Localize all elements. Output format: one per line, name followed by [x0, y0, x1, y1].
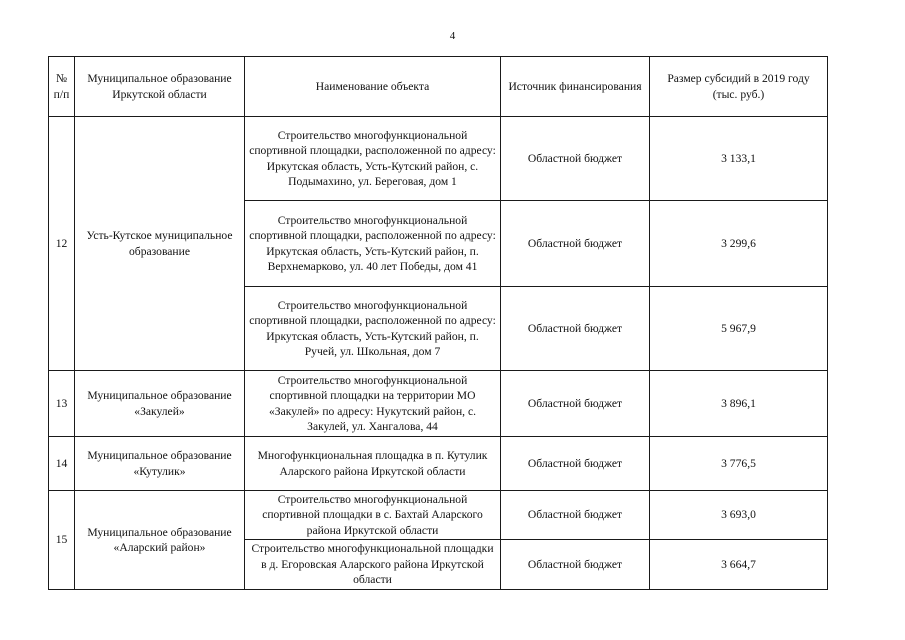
header-num: № п/п	[49, 57, 75, 117]
funding-source: Областной бюджет	[501, 437, 650, 491]
page-number: 4	[449, 30, 456, 42]
row-num: 12	[49, 117, 75, 371]
subsidy-amount: 3 896,1	[650, 371, 828, 437]
municipality-name: Муниципальное образование «Аларский район»	[75, 491, 245, 590]
table-row	[49, 371, 828, 437]
subsidy-amount: 3 664,7	[650, 540, 828, 590]
funding-source: Областной бюджет	[501, 287, 650, 371]
row-num: 14	[49, 437, 75, 491]
object-name: Многофункциональная площадка в п. Кутулик Аларского района Иркутской области	[245, 437, 501, 491]
object-name: Строительство многофункциональной спортивной площадки на территории МО «Закулей» по адресу: Нукутский район, с. Закулей, ул. Хангалова, 44	[245, 371, 501, 437]
object-name: Строительство многофункциональной спортивной площадки в с. Бахтай Аларского района Иркутской области	[245, 491, 501, 540]
funding-source: Областной бюджет	[501, 540, 650, 590]
municipality-name: Усть-Кутское муниципальное образование	[75, 117, 245, 371]
funding-source: Областной бюджет	[501, 201, 650, 287]
object-name: Строительство многофункциональной площадки в д. Егоровская Аларского района Иркутской области	[245, 540, 501, 590]
subsidy-amount: 3 299,6	[650, 201, 828, 287]
header-source: Источник финансирования	[501, 57, 650, 117]
header-municipality: Муниципальное образование Иркутской области	[75, 57, 245, 117]
funding-source: Областной бюджет	[501, 117, 650, 201]
table-row	[49, 437, 828, 491]
funding-source: Областной бюджет	[501, 371, 650, 437]
municipality-name: Муниципальное образование «Кутулик»	[75, 437, 245, 491]
object-name: Строительство многофункциональной спортивной площадки, расположенной по адресу: Иркутская область, Усть-Кутский район, п. Ручей, ул. Школьная, дом 7	[245, 287, 501, 371]
subsidy-amount: 3 133,1	[650, 117, 828, 201]
header-row	[49, 57, 828, 117]
subsidy-amount: 5 967,9	[650, 287, 828, 371]
subsidy-amount: 3 693,0	[650, 491, 828, 540]
row-num: 15	[49, 491, 75, 590]
subsidy-table	[48, 56, 828, 590]
funding-source: Областной бюджет	[501, 491, 650, 540]
table-row	[49, 491, 828, 540]
subsidy-amount: 3 776,5	[650, 437, 828, 491]
object-name: Строительство многофункциональной спортивной площадки, расположенной по адресу: Иркутская область, Усть-Кутский район, с. Подымахино, ул. Береговая, дом 1	[245, 117, 501, 201]
row-num: 13	[49, 371, 75, 437]
header-amount: Размер субсидий в 2019 году (тыс. руб.)	[650, 57, 828, 117]
table-row	[49, 117, 828, 201]
object-name: Строительство многофункциональной спортивной площадки, расположенной по адресу: Иркутская область, Усть-Кутский район, п. Верхнемарково, ул. 40 лет Победы, дом 41	[245, 201, 501, 287]
municipality-name: Муниципальное образование «Закулей»	[75, 371, 245, 437]
header-object: Наименование объекта	[245, 57, 501, 117]
